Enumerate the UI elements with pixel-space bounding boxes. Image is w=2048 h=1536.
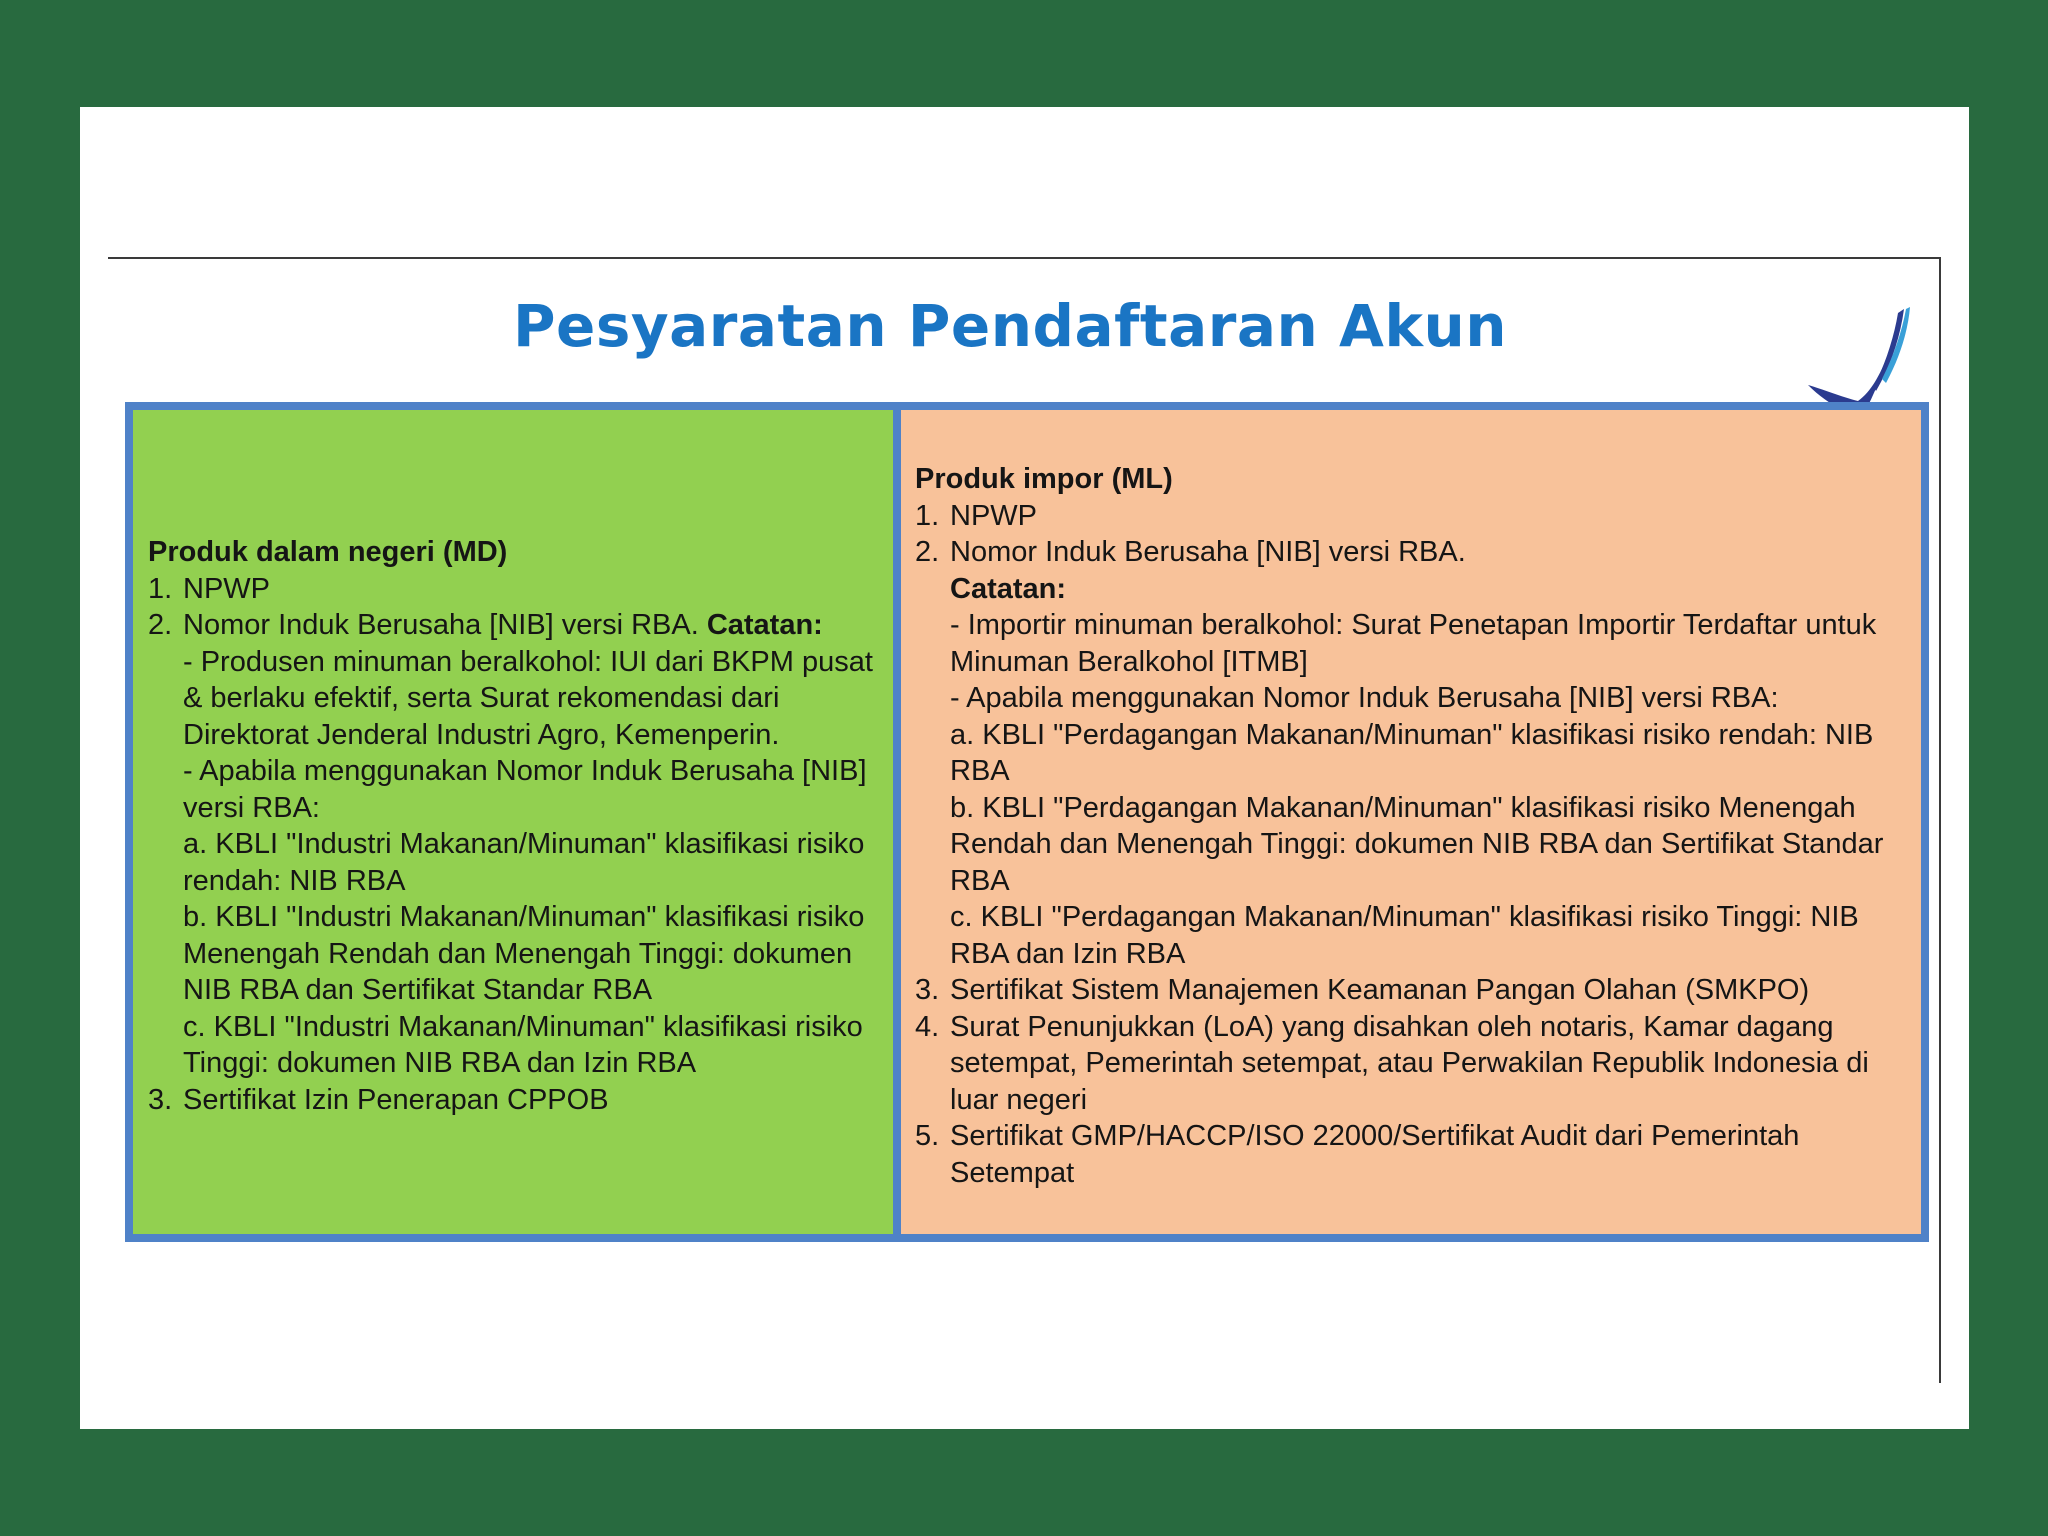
list-item — [148, 607, 883, 644]
note-line: c. KBLI "Perdagangan Makanan/Minuman" klasifikasi risiko Tinggi: NIB RBA dan Izin RBA — [950, 901, 1859, 970]
note-line: - Produsen minuman beralkohol: IUI dari BKPM pusat & berlaku efektif, serta Surat rekomendasi dari Direktorat Jenderal Industri Agro, Kemenperin. — [183, 645, 873, 751]
list-item — [915, 972, 1911, 1009]
top-divider — [108, 257, 1940, 259]
list-text: Sertifikat Izin Penerapan CPPOB — [183, 1083, 609, 1116]
note-line: b. KBLI "Perdagangan Makanan/Minuman" klasifikasi risiko Menengah Rendah dan Menengah Tinggi: dokumen NIB RBA dan Sertifikat Standar RBA — [950, 791, 1884, 897]
list-text: Sertifikat Sistem Manajemen Keamanan Pangan Olahan (SMKPO) — [950, 974, 1810, 1006]
list-item — [915, 1118, 1911, 1191]
slide — [80, 107, 1969, 1429]
list-text — [183, 607, 883, 644]
list-item — [915, 1009, 1911, 1119]
requirements-frame — [125, 402, 1929, 1242]
import-panel — [901, 410, 1921, 1234]
list-number: 3. — [915, 974, 940, 1006]
list-item — [915, 534, 1911, 571]
note-line: b. KBLI "Industri Makanan/Minuman" klasifikasi risiko Menengah Rendah dan Menengah Tinggi: dokumen NIB RBA dan Sertifikat Standar RBA — [183, 901, 865, 1006]
list-number: 2. — [915, 536, 940, 568]
note-line: - Importir minuman beralkohol: Surat Penetapan Importir Terdaftar untuk Minuman Beralkohol [ITMB] — [950, 609, 1877, 678]
list-text: Surat Penunjukkan (LoA) yang disahkan oleh notaris, Kamar dagang setempat, Pemerintah setempat, atau Perwakilan Republik Indonesia di luar negeri — [950, 1010, 1869, 1116]
list-text: NPWP — [950, 499, 1037, 532]
list-text: Sertifikat GMP/HACCP/ISO 22000/Sertifikat Audit dari Pemerintah Setempat — [950, 1120, 1800, 1189]
list-number: 4. — [915, 1010, 940, 1043]
note-line: c. KBLI "Industri Makanan/Minuman" klasifikasi risiko Tinggi: dokumen NIB RBA dan Izin RBA — [183, 1010, 863, 1079]
list-number: 5. — [915, 1120, 940, 1152]
domestic-heading: Produk dalam negeri (MD) — [148, 536, 508, 568]
list-text: Nomor Induk Berusaha [NIB] versi RBA. — [950, 536, 1466, 568]
list-number: 2. — [148, 609, 173, 641]
right-divider — [1939, 257, 1941, 1383]
list-item — [148, 1082, 883, 1119]
note-label: Catatan: — [950, 572, 1067, 605]
note-line: - Apabila menggunakan Nomor Induk Berusaha [NIB] versi RBA: — [950, 682, 1779, 714]
list-item — [915, 498, 1911, 535]
list-text-main: Nomor Induk Berusaha [NIB] versi RBA. — [183, 609, 707, 641]
import-heading: Produk impor (ML) — [915, 463, 1173, 495]
list-item — [148, 571, 883, 608]
note-line: - Apabila menggunakan Nomor Induk Berusaha [NIB] versi RBA: — [183, 755, 867, 824]
list-number: 3. — [148, 1083, 173, 1116]
note-line: a. KBLI "Perdagangan Makanan/Minuman" klasifikasi risiko rendah: NIB RBA — [950, 718, 1874, 787]
note-label: Catatan: — [706, 609, 823, 641]
page-title: Pesyaratan Pendaftaran Akun — [512, 292, 1508, 360]
note-line: a. KBLI "Industri Makanan/Minuman" klasifikasi risiko rendah: NIB RBA — [183, 828, 865, 897]
list-number: 1. — [148, 572, 173, 605]
list-text: NPWP — [183, 572, 270, 605]
list-number: 1. — [915, 499, 940, 532]
domestic-panel — [133, 410, 893, 1234]
